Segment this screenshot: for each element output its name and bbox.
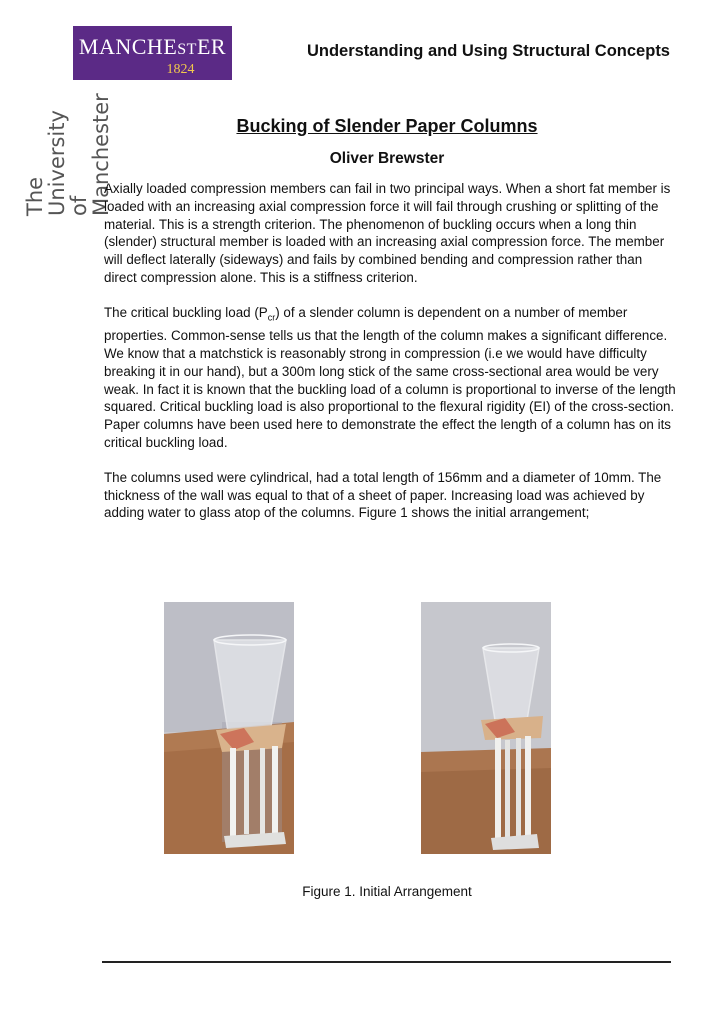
logo-year: 1824 xyxy=(166,62,195,77)
side-brand-line1: The University xyxy=(23,110,69,216)
document-title: Bucking of Slender Paper Columns xyxy=(236,116,538,136)
logo-word-main: MANCHE xyxy=(78,34,178,59)
paragraph-2-after: ) of a slender column is dependent on a number of member properties. Common-sense tells us that the length of the column makes a significant difference. We know that a matchstick is reasonably strong in compression (i.e we would have difficulty breaking it in our hand), but a 300m long stick of the same cross-sectional area would be very weak. In fact it is known that the buckling load of a column is proportional to inverse of the length squared. Critical buckling load is also proportional to the flexural rigidity (EI) of the cross-section. Paper columns have been used here to demonstrate the effect the length of a column has on its critical buckling load. xyxy=(104,304,676,451)
paragraph-2-before: The critical buckling load (P xyxy=(104,304,268,320)
side-brand-line2: of Manchester xyxy=(67,93,113,216)
logo-word-small: ST xyxy=(177,41,197,58)
document-author: Oliver Brewster xyxy=(329,150,445,167)
university-logo xyxy=(73,26,232,80)
side-brand xyxy=(23,84,113,216)
figure-caption: Figure 1. Initial Arrangement xyxy=(302,884,472,899)
paragraph-2 xyxy=(104,304,676,452)
logo-word-end: ER xyxy=(196,34,227,59)
footer-divider xyxy=(102,961,671,963)
paragraph-3: The columns used were cylindrical, had a total length of 156mm and a diameter of 10mm. The thickness of the wall was equal to that of a sheet of paper. Increasing load was achieved by adding water to glass atop of the columns. Figure 1 shows the initial arrangement; xyxy=(104,469,662,521)
document-body xyxy=(104,180,676,539)
figure-photo-right xyxy=(421,602,551,854)
figure-photo-left xyxy=(164,602,294,854)
header-title: Understanding and Using Structural Concepts xyxy=(306,42,670,60)
paragraph-2-subscript: cr xyxy=(267,312,276,323)
paragraph-1: Axially loaded compression members can fail in two principal ways. When a short fat member is loaded with an increasing axial compression force it will fail through crushing or splitting of the material. This is a strength criterion. The phenomenon of buckling occurs when a long thin (slender) structural member is loaded with an increasing axial compression force. The member will deflect laterally (sideways) and fails by combined bending and compression rather than direct compression alone. This is a stiffness criterion. xyxy=(104,181,671,285)
